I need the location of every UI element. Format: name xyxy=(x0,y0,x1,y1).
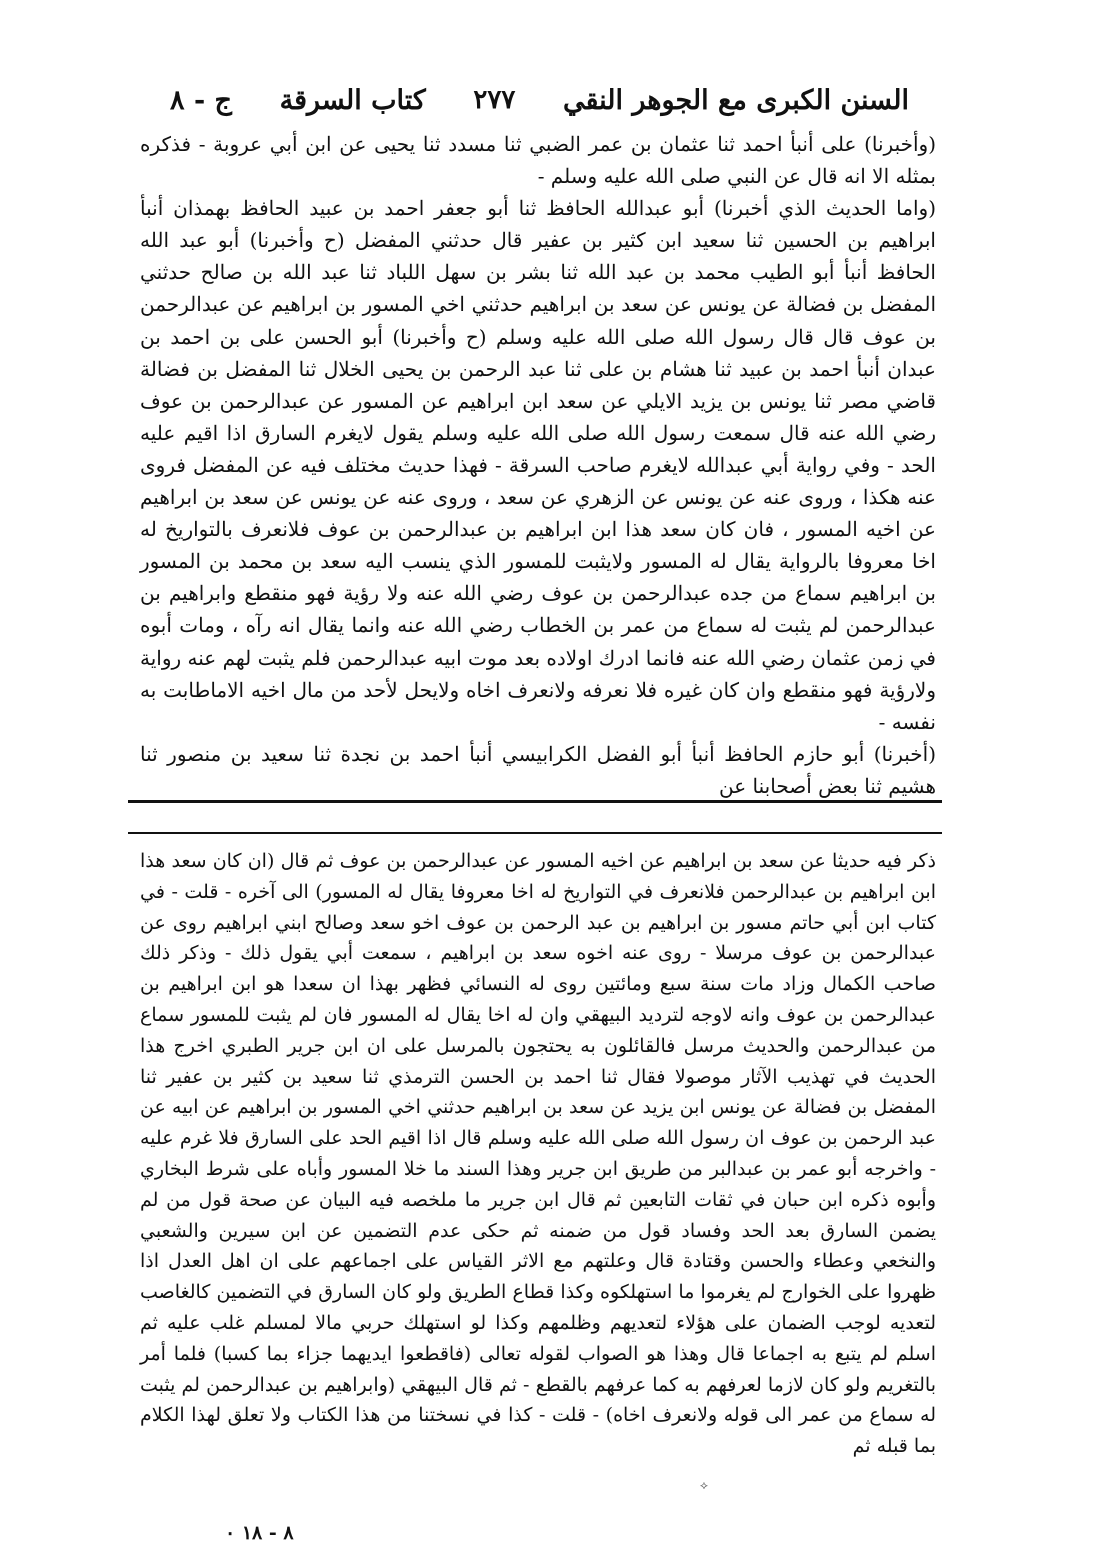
main-paragraph: (وأخبرنا) على أنبأ احمد ثنا عثمان بن عمر الضبي ثنا مسدد ثنا يحيى عن ابن أبي عروبة - فذكره بمثله الا انه قال عن النبي صلى الله عليه وسلم - xyxy=(140,132,936,189)
page-number: ٢٧٧ xyxy=(473,85,516,115)
signature-mark: ٨ - ١٨ ٠ xyxy=(225,1522,294,1544)
section-divider xyxy=(128,800,942,803)
main-text xyxy=(140,128,936,802)
page-header xyxy=(170,78,909,122)
footnote-paragraph: ذكر فيه حديثا عن سعد بن ابراهيم عن اخيه المسور عن عبدالرحمن بن عوف ثم قال (ان كان سعد هذا ابن ابراهيم بن عبدالرحمن فلانعرف في التواريخ له اخا معروفا يقال له المسور) الى آخره - قلت - في كتاب ابن أبي حاتم مسور بن ابراهيم بن عبد الرحمن بن عوف اخو سعد وصالح ابني ابراهيم روى عن عبدالرحمن بن عوف مرسلا - روى عنه اخوه سعد بن ابراهيم ، سمعت أبي يقول ذلك - وذكر ذلك صاحب الكمال وزاد مات سنة سبع ومائتين روى له النسائي فظهر بهذا ان سعدا هو ابن ابراهيم بن عبدالرحمن بن عوف وانه لاوجه لترديد البيهقي وان له اخا يقال له المسور فان لم يثبت للمسور سماع من عبدالرحمن والحديث مرسل فالقائلون به يحتجون بالمرسل على ان ابن جرير الطبري اخرج هذا الحديث في تهذيب الآثار موصولا فقال ثنا احمد بن الحسن الترمذي ثنا سعيد بن كثير بن عفير ثنا المفضل بن فضالة عن يونس ابن يزيد عن سعد بن ابراهيم حدثني اخي المسور بن ابراهيم عن ابيه عن عبد الرحمن بن عوف ان رسول الله صلى الله عليه وسلم قال اذا اقيم الحد على السارق فلا غرم عليه - واخرجه أبو عمر بن عبدالبر من طريق ابن جرير وهذا السند ما خلا المسور وأباه على شرط البخاري وأبوه ذكره ابن حبان في ثقات التابعين ثم قال ابن جرير ما ملخصه فيه البيان عن صحة قول من لم يضمن السارق بعد الحد وفساد قول من ضمنه ثم حكى عدم التضمين عن ابن سيرين والشعبي والنخعي وعطاء والحسن وقتادة قال وعلتهم مع الاثر القياس على اجماعهم على ان اهل العدل اذا ظهروا على الخوارج لم يغرموا ما استهلكوه وكذا قطاع الطريق ولو كان السارق في التضمين كالغاصب لتعديه لوجب الضمان على هؤلاء لتعديهم وظلمهم وكذا لو استهلك حربي مالا لمسلم غلب عليه ثم اسلم لم يتبع به اجماعا قال وهذا هو الصواب لقوله تعالى (فاقطعوا ايديهما جزاء بما كسبا) فلما أمر بالتغريم ولو كان لازما لعرفهم به كما عرفهم بالقطع - ثم قال البيهقي (وابراهيم بن عبدالرحمن لم يثبت له سماع من عمر الى قوله ولانعرف اخاه) - قلت - كذا في نسختنا من هذا الكتاب ولا تعلق لهذا الكلام بما قبله ثم xyxy=(140,850,936,1458)
main-paragraph: (أخبرنا) أبو حازم الحافظ أنبأ أبو الفضل الكرابيسي أنبأ احمد بن نجدة ثنا سعيد بن منصور ثنا هشيم ثنا بعض أصحابنا عن xyxy=(140,741,936,798)
footnote-commentary xyxy=(140,846,936,1462)
footnote-divider xyxy=(128,832,942,834)
chapter-title: كتاب السرقة xyxy=(279,84,426,116)
main-paragraph: (واما الحديث الذي أخبرنا) أبو عبدالله الحافظ ثنا أبو جعفر احمد بن عبيد الحافظ بهمذان أنبأ ابراهيم بن الحسين ثنا سعيد ابن كثير بن عفير قال حدثني المفضل (ح وأخبرنا) أبو عبد الله الحافظ أنبأ أبو الطيب محمد بن عبد الله ثنا بشر بن سهل اللباد ثنا عبد الله بن صالح حدثني المفضل بن فضالة عن يونس عن سعد بن ابراهيم حدثني اخي المسور بن ابراهيم عن عبدالرحمن بن عوف قال قال رسول الله صلى الله عليه وسلم (ح وأخبرنا) أبو الحسن على بن احمد بن عبدان أنبأ احمد بن عبيد ثنا هشام بن على ثنا عبد الرحمن بن يحيى الخلال ثنا المفضل بن فضالة قاضي مصر ثنا يونس بن يزيد الايلي عن سعد ابن ابراهيم عن المسور عن عبدالرحمن بن عوف رضي الله عنه قال سمعت رسول الله صلى الله عليه وسلم يقول لايغرم السارق اذا اقيم عليه الحد - وفي رواية أبي عبدالله لايغرم صاحب السرقة - فهذا حديث مختلف فيه عن المفضل فروى عنه هكذا ، وروى عنه عن يونس عن الزهري عن سعد ، وروى عنه عن يونس عن سعد بن ابراهيم عن اخيه المسور ، فان كان سعد هذا ابن ابراهيم بن عبدالرحمن بن عوف فلانعرف بالتواريخ له اخا معروفا بالرواية يقال له المسور ولايثبت للمسور الذي ينسب اليه سعد بن محمد بن المسور بن ابراهيم سماع من جده عبدالرحمن بن عوف رضي الله عنه ولا رؤية فهو منقطع وابراهيم بن عبدالرحمن لم يثبت له سماع من عمر بن الخطاب رضي الله عنه وانما يقال انه رآه ، ومات أبوه في زمن عثمان رضي الله عنه فانما ادرك اولاده بعد موت ابيه عبدالرحمن فلم يثبت لهم عنه رواية ولارؤية فهو منقطع وان كان غيره فلا نعرفه ولانعرف اخاه ولايحل لأحد من مال اخيه الاماطابت به نفسه - xyxy=(140,196,936,734)
scan-mark-icon: ⟡ xyxy=(700,1478,708,1492)
book-title: السنن الكبرى مع الجوهر النقي xyxy=(562,84,909,116)
volume-label: ج - ٨ xyxy=(170,84,232,116)
